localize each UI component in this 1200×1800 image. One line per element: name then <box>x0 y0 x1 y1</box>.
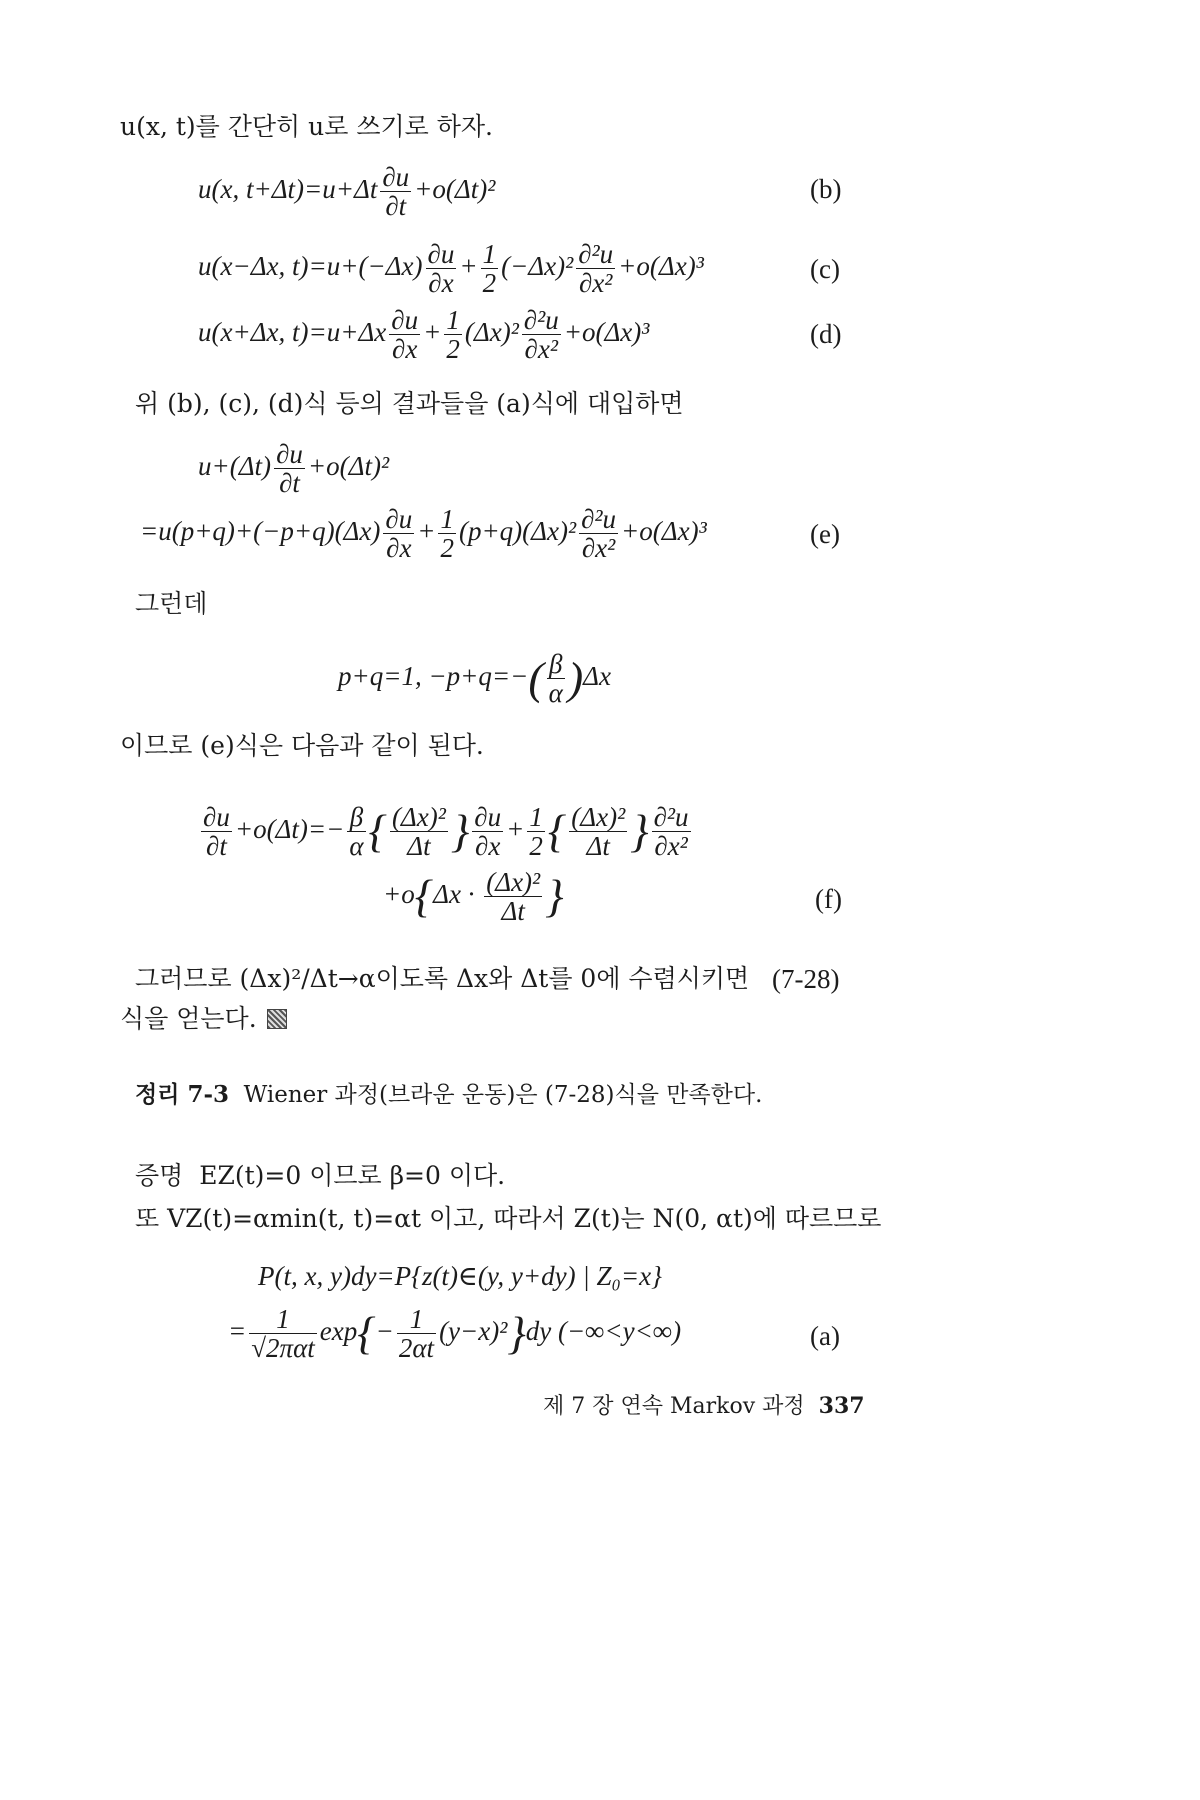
pq-right-paren: ) <box>567 652 584 704</box>
eq-c-half <box>481 240 499 298</box>
eq-f1-ratio1 <box>390 803 448 861</box>
eq-e2-frac1 <box>383 505 414 563</box>
eq-a2-den2: 2αt <box>398 1333 435 1364</box>
eq-e1-tail: +o(Δt)² <box>307 451 390 482</box>
eq-f2-rbrace: } <box>545 870 564 922</box>
eq-a-tag: (a) <box>810 1321 840 1351</box>
eq-f1-frac0 <box>201 803 232 861</box>
eq-a2-num1: 1 <box>249 1305 317 1334</box>
end-of-proof-icon <box>267 1009 287 1029</box>
eq-c-plus: + <box>459 251 478 282</box>
pq-num: β <box>547 650 565 679</box>
eq-e2-half <box>438 505 456 563</box>
eq-b-tag: (b) <box>810 174 842 204</box>
eq-a2-exp: exp <box>319 1316 358 1347</box>
equation-a-line2 <box>228 1305 681 1363</box>
substitute-text: 위 (b), (c), (d)식 등의 결과들을 (a)식에 대입하면 <box>135 389 684 418</box>
chapter-title: 제 7 장 연속 Markov 과정 <box>543 1394 805 1419</box>
eq-f1-ratio2-num: (Δx)² <box>571 802 626 832</box>
running-footer <box>543 1394 865 1419</box>
intro-text: u(x, t)를 간단히 u로 쓰기로 하자. <box>120 112 493 141</box>
eq-d-tail: +o(Δx)³ <box>563 317 650 348</box>
eq-f2-ratio-num: (Δx)² <box>486 867 541 897</box>
eq-e2-frac2 <box>579 505 618 563</box>
eq-c-num1: ∂u <box>427 239 455 269</box>
eq-e2-den2: ∂x² <box>581 533 616 564</box>
eq-f1-beta-frac <box>347 803 365 861</box>
eq-a2-lbrace: { <box>357 1307 376 1359</box>
eq-c-frac2 <box>576 240 615 298</box>
eq-c-tag: (c) <box>810 254 840 284</box>
eq-e1-den: ∂t <box>279 468 300 499</box>
pq-lhs: p+q=1, −p+q=− <box>338 661 529 692</box>
equation-f-line1 <box>198 803 694 861</box>
eq-a2-tail: dy (−∞<y<∞) <box>525 1316 682 1347</box>
eq-e2-den1: ∂x <box>386 533 412 564</box>
eq-b-num: ∂u <box>382 162 410 192</box>
eq-d-frac1 <box>389 306 420 364</box>
eq-d-half-den: 2 <box>446 334 460 365</box>
eq-f1-num0: ∂u <box>203 802 230 832</box>
theorem-7-3 <box>135 1082 762 1108</box>
eq-a2-eq: = <box>228 1316 247 1347</box>
eq-f1-num1: ∂u <box>474 802 502 832</box>
eq-a2-frac2 <box>397 1305 436 1363</box>
eq-b-fraction <box>380 163 411 221</box>
pq-tail: Δx <box>583 661 612 692</box>
conclusion-line1: 그러므로 (Δx)²/Δt→α이도록 Δx와 Δt를 0에 수렴시키면 <box>135 964 750 993</box>
eq-a2-frac1 <box>249 1305 317 1363</box>
equation-a-line1: P(t, x, y)dy=P{z(t)∈(y, y+dy) | Z₀=x} <box>258 1261 662 1291</box>
eq-e1-fraction <box>274 440 305 498</box>
eq-e2-num2: ∂²u <box>581 504 617 534</box>
eq-d-den1: ∂x <box>392 334 418 365</box>
eq-c-lhs: u(x−Δx, t)=u+(−Δx) <box>198 251 423 282</box>
pq-fraction <box>547 650 565 708</box>
eq-f1-ratio2 <box>569 803 627 861</box>
eq-f1-frac1 <box>472 803 503 861</box>
eq-e1-lhs: u+(Δt) <box>198 451 272 482</box>
equation-f-line2 <box>383 868 564 926</box>
eq-f1-ratio1-den: Δt <box>407 831 431 862</box>
eq-d-lhs: u(x+Δx, t)=u+Δx <box>198 317 387 348</box>
eq-f1-lbrace2: { <box>547 805 567 857</box>
eq-b-den: ∂t <box>385 191 407 222</box>
conclusion-line2-wrap <box>120 1005 287 1033</box>
eq-e2-lhs: =u(p+q)+(−p+q)(Δx) <box>140 516 381 547</box>
pq-den: α <box>548 678 563 709</box>
eq-e2-plus: + <box>417 516 436 547</box>
eq-a2-rbrace: } <box>507 1307 526 1359</box>
pq-equation <box>338 650 611 708</box>
eq-d-half <box>444 306 462 364</box>
eq-f2-b: Δx · <box>433 879 482 910</box>
eq-f1-frac2 <box>652 803 691 861</box>
eq-c-num2: ∂²u <box>578 239 614 269</box>
eq-e-tag: (e) <box>810 519 840 549</box>
eq-a2-neg: − <box>375 1316 394 1347</box>
eq-f1-half-num: 1 <box>529 802 543 832</box>
eq-f1-half-den: 2 <box>529 831 543 862</box>
eq-c-half-den: 2 <box>482 268 497 299</box>
eq-d-mid: (Δx)² <box>464 317 519 348</box>
eq-e2-tail: +o(Δx)³ <box>621 516 707 547</box>
eq-e2-half-num: 1 <box>440 504 454 534</box>
eq-e2-mid: (p+q)(Δx)² <box>458 516 577 547</box>
eq-f1-a: +o(Δt)=− <box>234 814 345 845</box>
eq-f1-ratio1-num: (Δx)² <box>391 802 446 832</box>
eq-f2-a: +o <box>383 879 415 910</box>
eq-c-tail: +o(Δx)³ <box>618 251 704 282</box>
eq-f-tag: (f) <box>815 884 842 914</box>
eq-a2-den1: √2παt <box>251 1333 315 1364</box>
eq-d-den2: ∂x² <box>524 334 558 365</box>
eq-f2-ratio-den: Δt <box>501 896 525 927</box>
eq-f1-ratio2-den: Δt <box>586 831 610 862</box>
eq-e2-num1: ∂u <box>385 504 413 534</box>
eq-f1-alpha: α <box>349 831 364 862</box>
eq-e1-num: ∂u <box>276 439 303 469</box>
proof-line1: EZ(t)=0 이므로 β=0 이다. <box>199 1161 506 1190</box>
eq-f1-beta: β <box>347 803 365 832</box>
eq-e2-half-den: 2 <box>440 533 454 564</box>
page-number: 337 <box>818 1393 865 1419</box>
eq-f2-lbrace: { <box>414 870 434 922</box>
eq-d-tag: (d) <box>810 319 842 349</box>
eq-d-num2: ∂²u <box>523 305 559 335</box>
eq-b-lhs: u(x, t+Δt)=u+Δt <box>198 174 378 205</box>
equation-c <box>198 240 704 298</box>
theorem-label: 정리 7-3 <box>135 1081 229 1108</box>
eq-f1-lbrace: { <box>368 805 387 857</box>
eq-d-plus: + <box>423 317 442 348</box>
eq-c-frac1 <box>426 240 457 298</box>
equation-e-line2 <box>140 505 707 563</box>
proof-line1-wrap <box>135 1162 505 1190</box>
eq-d-frac2 <box>522 306 561 364</box>
eq-f1-den0: ∂t <box>206 831 227 862</box>
eq-c-den2: ∂x² <box>578 268 613 299</box>
proof-label: 증명 <box>135 1161 184 1190</box>
conclusion-line2: 식을 얻는다. <box>120 1004 257 1033</box>
eq-f2-ratio <box>484 868 542 926</box>
eq-f1-half <box>527 803 545 861</box>
eq-b-tail: +o(Δt)² <box>414 174 496 205</box>
pq-left-paren: ( <box>528 652 544 704</box>
equation-e-line1 <box>198 440 389 498</box>
theorem-text: Wiener 과정(브라운 운동)은 (7-28)식을 만족한다. <box>243 1082 763 1108</box>
eq-f1-rbrace: } <box>450 805 470 857</box>
eq-f1-den2: ∂x² <box>654 831 688 862</box>
eq-a2-sq: (y−x)² <box>439 1316 508 1347</box>
eq-c-mid: (−Δx)² <box>501 251 574 282</box>
eq-f1-rbrace2: } <box>630 805 649 857</box>
eq-d-num1: ∂u <box>391 305 419 335</box>
eq-a2-num2: 1 <box>397 1305 436 1334</box>
eq-f1-den1: ∂x <box>475 831 501 862</box>
conclusion-ref: (7-28) <box>772 964 840 994</box>
equation-d <box>198 306 649 364</box>
eq-f1-num2: ∂²u <box>653 802 689 832</box>
therefore-e-text: 이므로 (e)식은 다음과 같이 된다. <box>120 731 484 760</box>
eq-f1-plus: + <box>506 814 525 845</box>
proof-line2: 또 VZ(t)=αmin(t, t)=αt 이고, 따라서 Z(t)는 N(0, αt)에 따르므로 <box>135 1204 882 1233</box>
eq-c-den1: ∂x <box>428 268 454 299</box>
eq-c-half-num: 1 <box>482 239 497 269</box>
however-text: 그런데 <box>135 589 208 618</box>
eq-d-half-num: 1 <box>446 305 460 335</box>
equation-b <box>198 163 495 221</box>
